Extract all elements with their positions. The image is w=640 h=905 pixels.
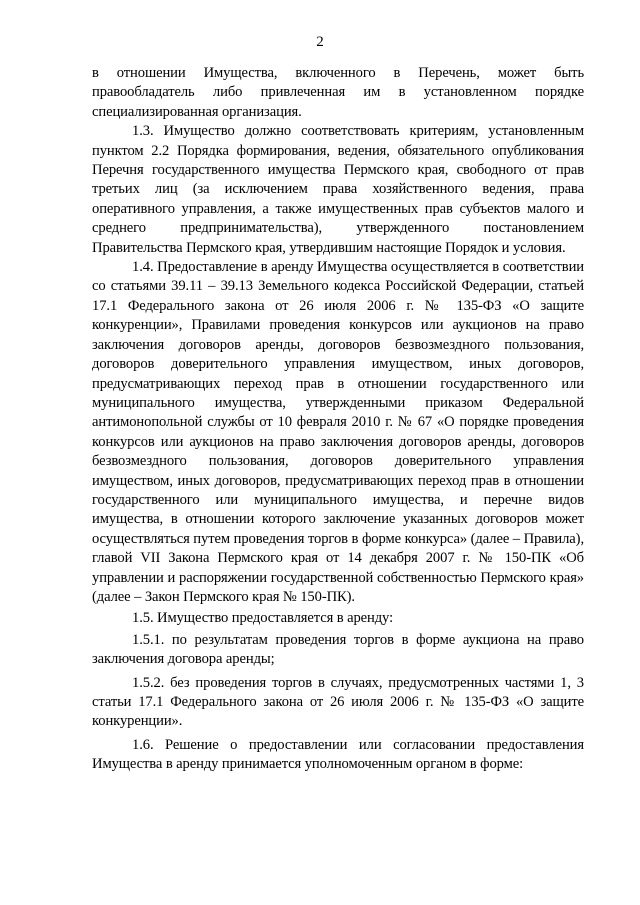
page-number: 2 <box>316 34 324 50</box>
paragraph-1-5-1: 1.5.1. по результатам проведения торгов в форме аукциона на право заключения договора аренды; <box>92 631 584 668</box>
paragraph-1-5: 1.5. Имущество предоставляется в аренду: <box>132 610 394 627</box>
paragraph-1-4: 1.4. Предоставление в аренду Имущества осуществляется в соответствии со статьями 39.11 – 39.13 Земельного кодекса Российской Федерации, статьей 17.1 Федерального закона от 26 июля 2006 г. № 135-ФЗ «О защите конкуренции», Правилами проведения конкурсов или аукционов на право заключения договоров аренды, договоров безвозмездного пользования, договоров доверительного управления имуществом, иных договоров, предусматривающих переход прав в отношении государственного или муниципального имущества, утвержденными приказом Федеральной антимонопольной службы от 10 февраля 2010 г. № 67 «О порядке проведения конкурсов или аукционов на право заключения договоров аренды, договоров безвозмездного пользования, договоров доверительного управления имуществом, иных договоров, предусматривающих переход прав в отношении государственного или муниципального имущества, и перечне видов имущества, в отношении которого заключение указанных договоров может осуществляться путем проведения торгов в форме конкурса» (далее – Правила), главой VII Закона Пермского края от 14 декабря 2007 г. № 150-ПК «Об управлении и распоряжении государственной собственностью Пермского края» (далее – Закон Пермского края № 150-ПК). <box>92 259 584 605</box>
paragraph-1-5-2: 1.5.2. без проведения торгов в случаях, предусмотренных частями 1, 3 статьи 17.1 Федерального закона от 26 июля 2006 г. № 135-ФЗ «О защите конкуренции». <box>92 674 584 730</box>
paragraph-1-6: 1.6. Решение о предоставлении или согласовании предоставления Имущества в аренду принимается уполномоченным органом в форме: <box>92 736 584 773</box>
paragraph-1-3: 1.3. Имущество должно соответствовать критериям, установленным пунктом 2.2 Порядка формирования, ведения, обязательного опубликования Перечня государственного имущества Пермского края, свободного от прав третьих лиц (за исключением права хозяйственного ведения, права оперативного управления, а также имущественных прав субъектов малого и среднего предпринимательства), утвержденного постановлением Правительства Пермского края, утвердившим настоящие Порядок и условия. <box>92 123 584 256</box>
document-body <box>92 64 584 775</box>
paragraph-continuation: в отношении Имущества, включенного в Перечень, может быть правообладатель либо привлеченная им в установленном порядке специализированная организация. <box>92 65 584 120</box>
